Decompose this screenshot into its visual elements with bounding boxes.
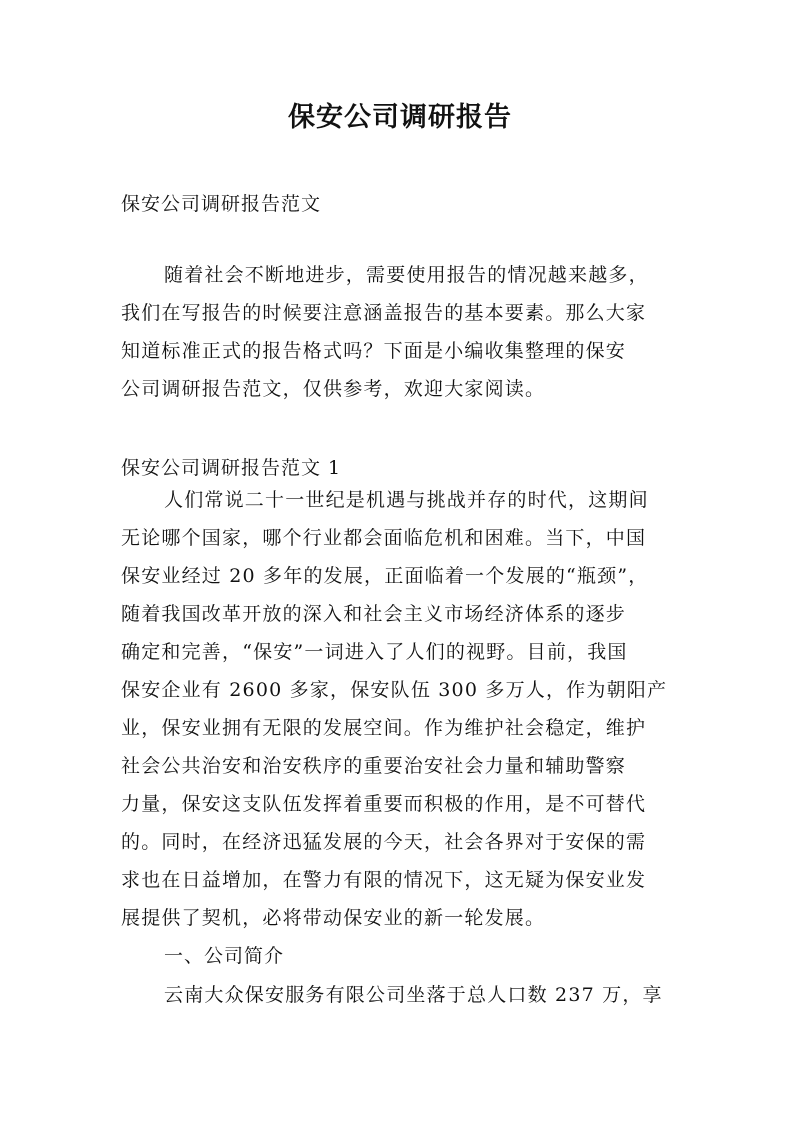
- section-title: 保安公司调研报告范文 1: [121, 457, 342, 479]
- paragraph-line: 确定和完善，“保安”一词进入了人们的视野。目前，我国: [121, 641, 628, 663]
- document-subtitle: 保安公司调研报告范文: [121, 193, 322, 215]
- paragraph-line: 公司调研报告范文，仅供参考，欢迎大家阅读。: [121, 378, 546, 400]
- company-intro-paragraph: [121, 976, 686, 1014]
- paragraph-line: 随着我国改革开放的深入和社会主义市场经济体系的逐步: [121, 603, 627, 625]
- section1-paragraph: [121, 481, 686, 937]
- paragraph-line: 业，保安业拥有无限的发展空间。作为维护社会稳定，维护: [121, 717, 647, 739]
- paragraph-line: 我们在写报告的时候要注意涵盖报告的基本要素。那么大家: [121, 302, 647, 324]
- paragraph-line: 力量，保安这支队伍发挥着重要而积极的作用，是不可替代: [121, 793, 647, 815]
- paragraph-line: 社会公共治安和治安秩序的重要治安社会力量和辅助警察: [121, 755, 627, 777]
- document-title: 保安公司调研报告: [288, 102, 512, 133]
- paragraph-line: 求也在日益增加，在警力有限的情况下，这无疑为保安业发: [121, 869, 647, 891]
- subsection-heading: 一、公司简介: [164, 945, 285, 967]
- intro-paragraph: [121, 256, 686, 408]
- paragraph-line: 无论哪个国家，哪个行业都会面临危机和困难。当下，中国: [121, 527, 647, 549]
- paragraph-line: 展提供了契机，必将带动保安业的新一轮发展。: [121, 907, 546, 929]
- paragraph-line: 随着社会不断地进步，需要使用报告的情况越来越多，: [164, 264, 649, 286]
- paragraph-line: 保安企业有 2600 多家，保安队伍 300 多万人，作为朝阳产: [121, 679, 668, 701]
- paragraph-line: 的。同时，在经济迅猛发展的今天，社会各界对于安保的需: [121, 831, 647, 853]
- paragraph-line: 人们常说二十一世纪是机遇与挑战并存的时代，这期间: [164, 489, 649, 511]
- paragraph-line: 云南大众保安服务有限公司坐落于总人口数 237 万，享: [164, 984, 663, 1006]
- paragraph-line: 保安业经过 20 多年的发展，正面临着一个发展的“瓶颈”，: [121, 565, 649, 587]
- paragraph-line: 知道标准正式的报告格式吗？下面是小编收集整理的保安: [121, 340, 627, 362]
